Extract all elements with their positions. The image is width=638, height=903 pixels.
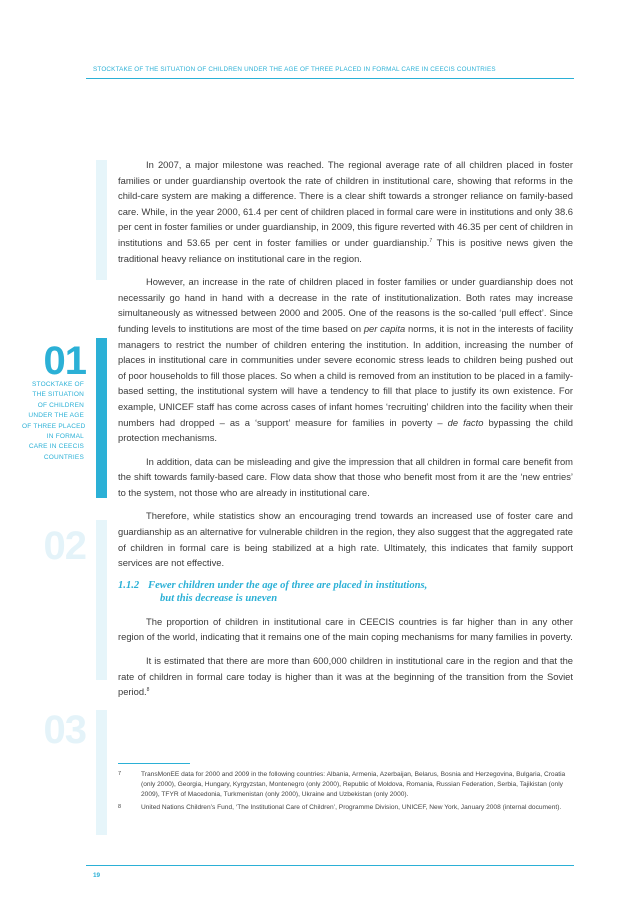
margin-bar-active [96, 338, 107, 498]
page-number: 19 [93, 872, 101, 879]
margin-bar [96, 160, 107, 280]
caption-line: UNDER THE AGE [28, 412, 84, 420]
footer-divider [86, 865, 574, 866]
caption-line: IN FORMAL [46, 433, 84, 441]
paragraph: In 2007, a major milestone was reached. The regional average rate of all children placed in foster families or under guardianship overtook the rate of children in institutional care, showing that reforms in the child-care system are making a difference. There is a clear shift towards a stronger reliance on family-based care. While, in the year 2000, 61.4 per cent of children placed in formal care were in institutions and only 38.6 per cent in foster families or under guardianship, in 2009, this figure reverted with 46.35 per cent of children in institutions and 53.65 per cent in foster families or under guardianship.$^7$ This is positive news given the traditional heavy reliance on institutional care in the region. [118, 159, 574, 264]
section-title-line1: Fewer children under the age of three are placed in institutions, [148, 579, 428, 591]
footnote-ref[interactable]: 8 [146, 687, 150, 694]
body-text [118, 157, 573, 708]
footnote-divider [118, 763, 190, 764]
footnote-mark: 7 [118, 771, 122, 777]
paragraph: However, an increase in the rate of children placed in foster families or under guardianship does not necessarily go hand in hand with a decrease in the rate of institutionalization. Both rates may increase simultaneously as witnessed between 2000 and 2005. One of the reasons is the so-called ‘pull effect’. Since funding levels to institutions are most of the time based on per capita norms, it is not in the interests of facility managers to restrict the number of children entering the institution. In addition, increasing the number of places in institutional care in communities under severe economic stress leads to children being pushed out of poor households to fill those places. So when a child is removed from an institution to be placed in a family-based setting, the institutional system will have a tendency to fill that place to justify its own existence. For example, UNICEF staff has come across cases of infant homes ‘recruiting’ children into the facility when their numbers had dropped – as a ‘support’ measure for families in poverty – de facto bypassing the child protection mechanisms. [118, 276, 574, 444]
chapter-number-03[interactable]: 03 [43, 708, 86, 752]
footnote-text: TransMonEE data for 2000 and 2009 in the following countries: Albania, Armenia, Azerbaijan, Belarus, Bosnia and Herzegovina, Bulgaria, Croatia (only 2000), Georgia, Hungary, Kyrgyzstan, Montenegro (only 2000), Republic of Moldova, Romania, Russian Federation, Serbia, Tajikistan (only 2009), TFYR of Macedonia, Turkmenistan (only 2000), Ukraine and Uzbekistan (only 2000). [141, 771, 566, 798]
margin-bar [96, 710, 107, 835]
chapter-number-01[interactable]: 01 [43, 339, 86, 383]
footnotes [118, 770, 573, 816]
caption-line: OF THREE PLACED [22, 422, 86, 430]
chapter-caption [22, 380, 84, 463]
running-header: STOCKTAKE OF THE SITUATION OF CHILDREN UNDER THE AGE OF THREE PLACED IN FORMAL CARE IN CEECIS COUNTRIES [93, 66, 496, 73]
paragraph: It is estimated that there are more than 600,000 children in institutional care in the region and that the rate of children in formal care today is higher than it was at the beginning of the transition from the Soviet period.$^8$ [118, 655, 573, 698]
section-number: 1.1.2 [118, 579, 140, 591]
footnote-text: United Nations Children’s Fund, ‘The Institutional Care of Children’, Programme Division, UNICEF, New York, January 2008 (internal document). [141, 804, 562, 811]
margin-bar [96, 520, 107, 680]
caption-line: STOCKTAKE OF [31, 381, 84, 388]
section-heading [118, 579, 573, 606]
header-divider [86, 78, 574, 79]
caption-line: COUNTRIES [43, 453, 84, 461]
chapter-number-02[interactable]: 02 [43, 524, 86, 568]
footnote-ref[interactable]: 7 [429, 237, 433, 244]
caption-line: OF CHILDREN [37, 401, 84, 409]
paragraph: The proportion of children in institutional care in CEECIS countries is far higher than in any other region of the world, indicating that it remains one of the main coping mechanisms for many families in poverty. [118, 615, 573, 643]
footnote [118, 770, 573, 800]
section-title-line2: but this decrease is uneven [160, 593, 278, 605]
paragraph: In addition, data can be misleading and give the impression that all children in formal care benefit from the shift towards family-based care. Flow data show that those who benefit most from it are the ‘new entries’ to the system, not those who are already in institutional care. [118, 455, 573, 498]
caption-line: THE SITUATION [32, 391, 84, 399]
footnote [118, 803, 573, 813]
caption-line: CARE IN CEECIS [28, 443, 84, 451]
footnote-mark: 8 [118, 804, 122, 810]
paragraph: Therefore, while statistics show an encouraging trend towards an increased use of foster care and guardianship as an alternative for vulnerable children in the region, they also suggest that the aggregated rate of children in formal care is being stabilized at a high rate. Ultimately, this indicates that family support services are not effective. [118, 510, 573, 569]
